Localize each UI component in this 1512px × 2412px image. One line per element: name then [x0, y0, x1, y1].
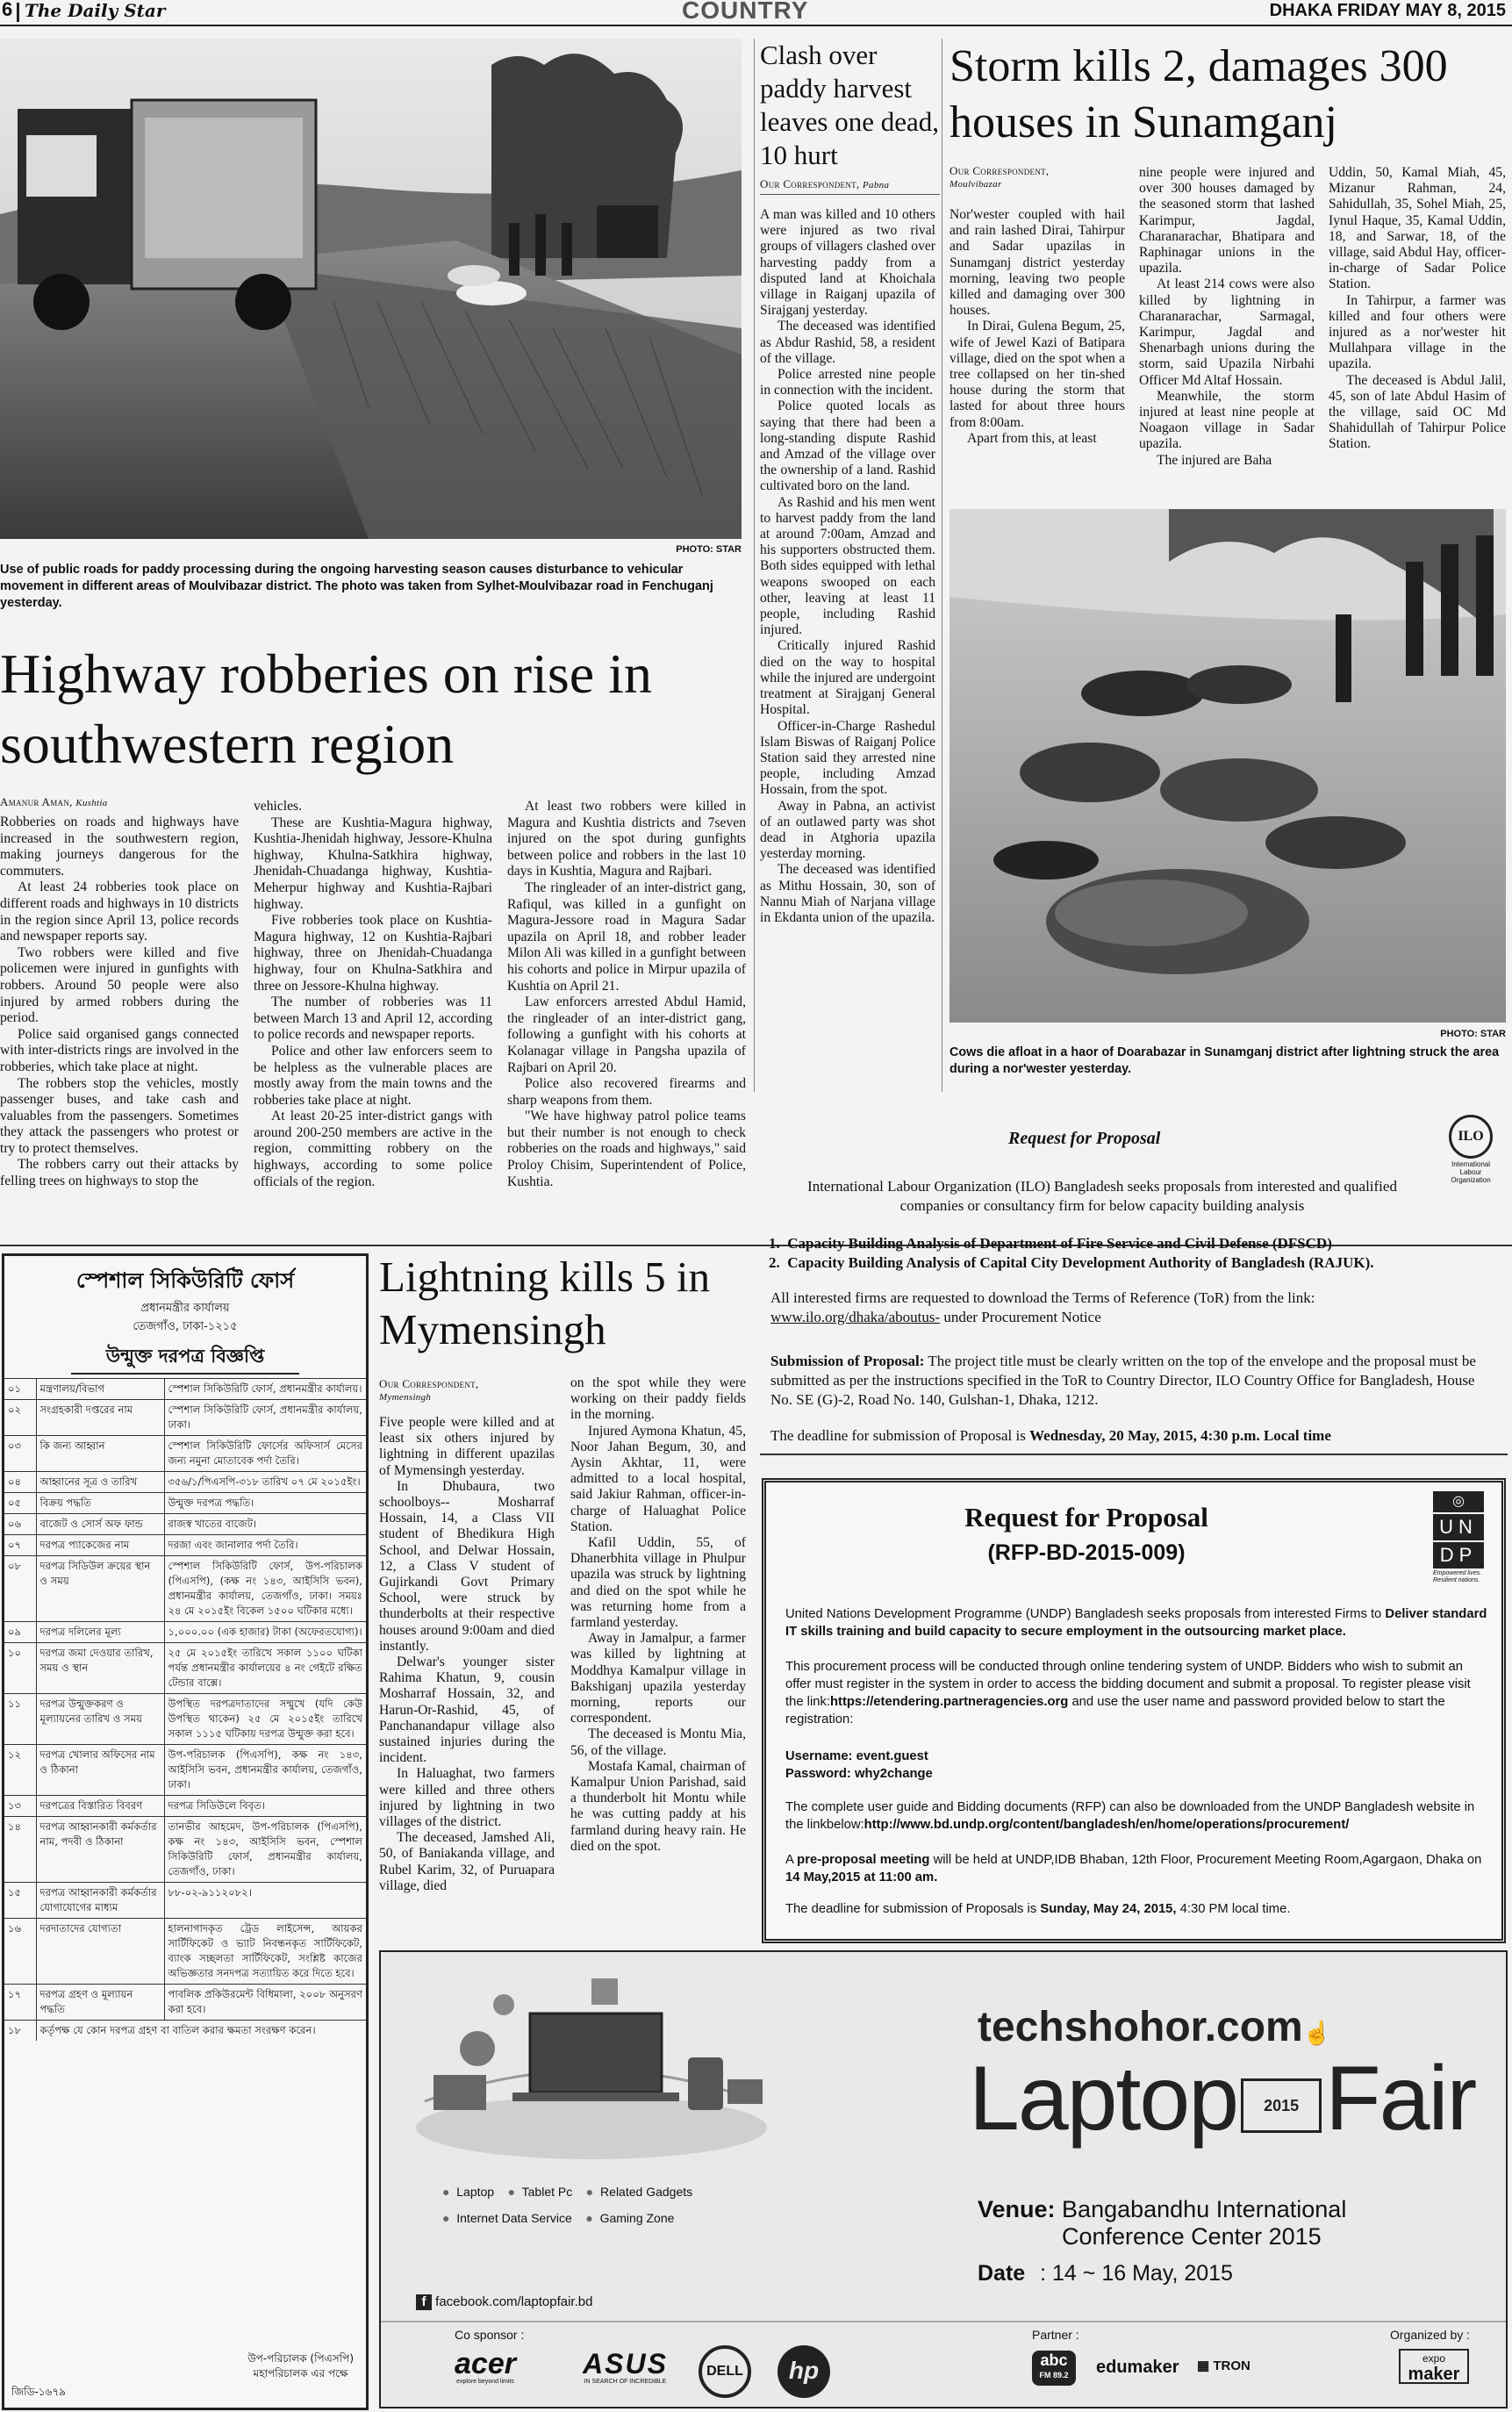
tender-row-number: ১১ — [4, 1694, 36, 1745]
undp-etendering-link[interactable]: https://etendering.partneragencies.org — [830, 1695, 1069, 1709]
clash-para: The deceased was identified as Abdur Rashid, 58, a resident of the village. — [760, 319, 935, 366]
undp-intro-b: Deliver standard IT skills training and build capacity to secure employment in the outsourcing market place. — [785, 1607, 1487, 1639]
highway-byline-place: Kushtia — [75, 798, 108, 808]
clash-byline-place: Pabna — [863, 180, 890, 190]
tender-row-number: ০৫ — [4, 1493, 36, 1514]
tender-row — [4, 1694, 366, 1745]
category-label: Tablet Pc — [521, 2185, 573, 2199]
clash-byline: Our Correspondent, Pabna — [760, 177, 940, 195]
lightning-para: In Haluaghat, two farmers were killed and three others injured by lightning in two villages of the district. — [379, 1766, 555, 1830]
highway-para: The ringleader of an inter-district gang, Rafiqul, was killed in a gunfight on Magura-Jessore road in Magura Sadar upazila on April 18, and robber leader Milon Ali was killed in a gunfight between his cohorts and police in Mirpur upazila of Kushtia on April 21. — [507, 879, 746, 994]
highway-headline: Highway robberies on rise in southwestern region — [0, 642, 652, 775]
tender-row-number: ১৫ — [4, 1883, 36, 1919]
tender-row — [4, 1436, 366, 1472]
tender-title: উন্মুক্ত দরপত্র বিজ্ঞপ্তি — [71, 1342, 299, 1375]
tender-row-number: ০৭ — [4, 1535, 36, 1556]
clash-para: Critically injured Rashid died on the way to hospital while the injured are undergoint treatment at Sirajganj General Hospital. — [760, 638, 935, 718]
ilo-ad — [760, 1104, 1508, 1455]
fair-year: 2015 — [1264, 2096, 1300, 2114]
highway-para: The number of robberies was 11 between March 13 and April 12, according to police records and newspaper reports. — [254, 994, 492, 1043]
ilo-item-text: Capacity Building Analysis of Department of Fire Service and Civil Defense (DFSCD) — [787, 1235, 1332, 1252]
undp-p5 — [785, 1902, 1487, 1916]
undp-username: Username: event.guest — [785, 1749, 928, 1763]
storm-byline-name: Our Correspondent — [949, 164, 1046, 177]
tender-row — [4, 1535, 366, 1556]
clash-para: Police quoted locals as saying that there had been a long-standing dispute Rashid and Amzad of the village over the ownership of a land. Rashid cultivated boro on the land. — [760, 398, 935, 494]
tender-row-value: হালনাগাদকৃত ট্রেড লাইসেন্স, আয়কর সার্টিফিকেট ও ভ্যাট নিবন্ধনকৃত সার্টিফিকেট, ব্যাংক সচ্ছলতা সার্টিফিকেট, সংশ্লিষ্ট কাজের অভিজ্ঞতার সনদপত্র সত্যায়িত করে দিতে হবে। — [168, 1922, 362, 1979]
tender-row — [4, 1643, 366, 1694]
tender-row-number: ০৮ — [4, 1556, 36, 1622]
undp-p4-d: 14 May,2015 at 11:00 am. — [785, 1870, 938, 1884]
storm-col-2 — [1139, 165, 1315, 469]
undp-p2-b: and use the user name and password provided below to start the registration: — [785, 1695, 1445, 1726]
tender-row-number: ১৪ — [4, 1817, 36, 1883]
storm-para: The injured are Baha — [1157, 452, 1272, 468]
ilo-title: Request for Proposal — [1008, 1129, 1161, 1148]
cursor-icon: ☝ — [1302, 2020, 1332, 2046]
tender-row-value: উপস্থিত দরপত্রদাতাদের সম্মুখে (যদি কেউ উপস্থিত থাকেন) ২৫ মে ২০১৫ইং তারিখে সকাল ১১১৫ ঘটিকায় দরপত্র উন্মুক্ত করা হবে। — [168, 1698, 362, 1740]
section-title: COUNTRY — [682, 0, 809, 24]
tender-row-number: ০৯ — [4, 1622, 36, 1643]
tender-org: স্পেশাল সিকিউরিটি ফোর্স — [75, 1268, 295, 1293]
tender-row — [4, 1556, 366, 1622]
tender-table — [4, 1378, 366, 2041]
tender-notice — [2, 1253, 369, 2410]
storm-col-3 — [1329, 165, 1506, 453]
acer-tag: explore beyond limits — [456, 2379, 514, 2385]
undp-ref: (RFP-BD-2015-009) — [987, 1540, 1186, 1565]
lightning-col-1 — [379, 1415, 555, 1894]
top-photo-caption: Use of public roads for paddy processing during the ongoing harvesting season causes disturbance to vehicular movement in different areas of Moulvibazar district. The photo was taken from Sylhet-Moulvibazar road in Fenchuganj yesterday. — [0, 563, 713, 610]
clash-para: Away in Pabna, an activist of an outlawed party was shot dead in Atghoria upazila yesterday morning. — [760, 798, 935, 862]
tender-row-value: ৮৮-০২-৯১১২০৮২। — [168, 1886, 252, 1899]
tender-row-number: ০৬ — [4, 1514, 36, 1535]
storm-para: The deceased is Abdul Jalil, 45, son of late Abdul Hasim of the village, said OC Md Shahidullah of Tahirpur Police Station. — [1329, 372, 1506, 452]
abc-sub: FM 89.2 — [1039, 2371, 1069, 2380]
undp-p5-a: The deadline for submission of Proposals is — [785, 1902, 1041, 1916]
tender-row-label: দরপত্র দলিলের মূল্য — [36, 1622, 164, 1643]
sponsor-strip — [381, 2321, 1506, 2408]
tender-row-label: দরপত্র সিডিউল ক্রয়ের স্থান ও সময় — [36, 1556, 164, 1622]
fair-venue-line2: Conference Center 2015 — [1062, 2223, 1322, 2250]
ilo-item-text: Capacity Building Analysis of Capital City Development Authority of Bangladesh (RAJUK). — [787, 1254, 1374, 1271]
lightning-para: Kafil Uddin, 55, of Dhanerbhita village in Phulpur upazila was struck by lightning and died on the spot while he was returning home from a farmland yesterday. — [570, 1535, 746, 1631]
undp-p5-c: 4:30 PM local time. — [1176, 1902, 1291, 1916]
category-label: Internet Data Service — [456, 2211, 572, 2225]
tender-row-number: ১২ — [4, 1745, 36, 1796]
tender-row-label: দরপত্র আহ্বানকারী কর্মকর্তার যোগাযোগের মাধ্যম — [36, 1883, 164, 1919]
highway-para: Police said organised gangs connected with inter-districts rings are involved in the robberies, which take place at night. — [0, 1026, 239, 1074]
undp-p4-c: will be held at UNDP,IDB Bhaban, 12th Floor, Procurement Meeting Room,Agargaon, Dhaka on — [929, 1853, 1482, 1867]
tender-row-label: সংগ্রহকারী দপ্তরের নাম — [36, 1400, 164, 1436]
undp-p4-a: A — [785, 1853, 798, 1867]
tender-address: তেজগাঁও, ঢাকা-১২১৫ — [133, 1320, 238, 1333]
edumaker-logo: edumaker — [1096, 2358, 1179, 2377]
asus-logo: ASUS — [583, 2348, 668, 2380]
paddy-road-photo — [0, 39, 742, 539]
bullet-icon: ● — [585, 2185, 594, 2199]
cows-haor-illustration — [949, 509, 1506, 1023]
highway-para: Robberies on roads and highways have increased in the southwestern region, making journeys dangerous for the commuters. — [0, 815, 239, 879]
tender-sign-title: উপ-পরিচালক (পিএসপি) — [247, 2352, 354, 2365]
lightning-para: Away in Jamalpur, a farmer was killed by lightning at Moddhya Kamalpur village in Bakshiganj upazila yesterday morning, reports our correspondent. — [570, 1631, 746, 1726]
undp-emblem-icon: ◎ — [1433, 1491, 1484, 1512]
lightning-para: In Dhubaura, two schoolboys-- Mosharraf Hossain, 14, a Class VII student of Bhedikura High School, and Delwar Hossain, 12, a Class V student of Gujirkandi Govt Primary School, were struck by thunderbolts at their respective houses around 9:00am and died instantly. — [379, 1478, 555, 1654]
lightning-headline: Lightning kills 5 in Mymensingh — [379, 1253, 711, 1353]
ilo-tor-text: All interested firms are requested to download the Terms of Reference (ToR) from the link: — [770, 1289, 1315, 1306]
tender-row — [4, 1400, 366, 1436]
dell-logo — [699, 2345, 751, 2398]
highway-para: At least 20-25 inter-district gangs with around 200-250 members are active in the region, committing robbery on the highways, according to some police officials of the region. — [254, 1109, 492, 1189]
highway-para: vehicles. — [254, 799, 302, 814]
clash-para: Officer-in-Charge Rashedul Islam Biswas of Raiganj Police Station said they arrested nine people, including Amzad Hossain, from the spot. — [760, 718, 935, 798]
tender-row-number: ১০ — [4, 1643, 36, 1694]
lightning-para: The deceased, Jamshed Ali, 50, of Baniakanda village, and Rubel Karim, 32, of Puruapara village, died — [379, 1830, 555, 1893]
facebook-icon: f — [416, 2294, 432, 2310]
fair-venue — [978, 2196, 1346, 2250]
storm-para: In Tahirpur, a farmer was killed and four others were injured as a nor'wester hit Mullahpara village in the upazila. — [1329, 292, 1506, 372]
clash-para: Police arrested nine people in connection with the incident. — [760, 367, 935, 398]
tender-row-value: উন্মুক্ত দরপত্র পদ্ধতি। — [168, 1497, 254, 1509]
tender-row-value: রাজস্ব খাতের বাজেট। — [168, 1518, 257, 1530]
tender-row-number: ১৭ — [4, 1985, 36, 2021]
category-item — [586, 2185, 692, 2199]
lightning-col-2 — [570, 1375, 746, 1855]
undp-title: Request for Proposal — [964, 1502, 1208, 1533]
lightning-byline-name: Our Correspondent — [379, 1377, 476, 1390]
fair-date — [978, 2261, 1233, 2286]
highway-col-1 — [0, 815, 239, 1190]
fair-facebook[interactable] — [416, 2294, 592, 2310]
highway-para: These are Kushtia-Magura highway, Kushtia-Jhenidah highway, Jessore-Khulna highway, Khulna-Satkhira highway, Jhenidah-Chuadanga highway, Kushtia-Meherpur highway and Kushtia-Rajbari highway. — [254, 815, 492, 912]
tender-row — [4, 1919, 366, 1985]
tender-row-number: ০৪ — [4, 1472, 36, 1493]
undp-intro — [785, 1605, 1487, 1640]
ilo-submission-text: The project title must be clearly written on the top of the envelope and the proposal must be submitted as per the instructions specified in the ToR to Country Director, ILO Country Office for Bangladesh, House No. SE (G)-2, Road No. 140, Gulshan-1, Dhaka, 1212. — [770, 1353, 1476, 1408]
asus-tag: IN SEARCH OF INCREDIBLE — [584, 2379, 667, 2385]
storm-para: In Dirai, Gulena Begum, 25, wife of Jewel Kazi of Batipara village, died on the spot when a tree collapsed on her tin-shed house during the storm that lasted for about three hours from 8:00am. — [949, 319, 1125, 430]
ilo-tor-link[interactable]: www.ilo.org/dhaka/aboutus- — [770, 1309, 941, 1325]
tender-row-label: মন্ত্রণালয়/বিভাগ — [36, 1379, 164, 1400]
highway-col-3 — [507, 799, 746, 1190]
paddy-road-illustration — [0, 39, 742, 539]
highway-para: "We have highway patrol police teams but their number is not enough to check robberies on the roads and highways," said Proloy Chisim, Superintendent of Police, Kushtia. — [507, 1109, 746, 1189]
tender-row-label: বিক্রয় পদ্ধতি — [36, 1493, 164, 1514]
ilo-deadline-value: Wednesday, 20 May, 2015, 4:30 p.m. Local time — [1029, 1427, 1331, 1444]
fair-categories — [442, 2179, 811, 2231]
lightning-para: Injured Aymona Khatun, 45, Noor Jahan Begum, 30, and Aysin Akhtar, 11, were admitted to a local hospital, said Jakiur Rahman, officer-in-charge of Haluaghat Police Station. — [570, 1423, 746, 1534]
tender-row-value: উপ-পরিচালক (পিএসপি), কক্ষ নং ১৪৩, আইসিসি ভবন, প্রধানমন্ত্রীর কার্যালয়, তেজগাঁও, ঢাকা। — [168, 1748, 362, 1791]
tender-row-label: কর্তৃপক্ষ যে কোন দরপত্র গ্রহণ বা বাতিল করার ক্ষমতা সংরক্ষণ করেন। — [39, 2024, 316, 2036]
partner-label: Partner : — [1032, 2328, 1079, 2342]
lightning-para: Five people were killed and at least six others injured by lightning in different upazilas of Mymensingh yesterday. — [379, 1415, 555, 1478]
tender-row — [4, 1493, 366, 1514]
undp-intro-a: United Nations Development Programme (UNDP) Bangladesh seeks proposals from interested Firms to — [785, 1607, 1386, 1621]
expomaker-a: expo — [1422, 2352, 1446, 2365]
tron-logo — [1197, 2358, 1250, 2373]
clash-byline-name: Our Correspondent — [760, 177, 856, 190]
tender-row-value: ৩৫৬/১/পিএসপি-৩১৮ তারিখ ০৭ মে ২০১৫ইং। — [168, 1475, 361, 1488]
storm-photo-credit: PHOTO: STAR — [1440, 1029, 1506, 1039]
tender-row-value: দরপত্র সিডিউলে বিবৃত। — [168, 1799, 265, 1812]
highway-para: Five robberies took place on Kushtia-Magura highway, 12 on Kushtia-Rajbari highway, three on Jhenidah-Chuadanga highway, four on Khulna-Satkhira and three on Jessore-Khulna highway. — [254, 913, 492, 994]
category-item — [508, 2185, 573, 2199]
fair-title-b: Fair — [1325, 2048, 1476, 2150]
hp-logo — [777, 2345, 830, 2398]
undp-p2 — [785, 1658, 1487, 1728]
tender-row-value: স্পেশাল সিকিউরিটি ফোর্স, প্রধানমন্ত্রীর কার্যালয়। — [168, 1382, 362, 1395]
undp-p5-b: Sunday, May 24, 2015, — [1040, 1902, 1177, 1916]
category-item — [442, 2185, 494, 2199]
tender-row-value: স্পেশাল সিকিউরিটি ফোর্সের অফিসার্স মেসের জন্য নমুনা মোতাবেক পর্দা তৈরি। — [168, 1439, 362, 1467]
lightning-byline-place: Mymensingh — [379, 1392, 432, 1403]
bullet-icon: ● — [507, 2185, 516, 2199]
facebook-link[interactable]: facebook.com/laptopfair.bd — [435, 2294, 593, 2309]
tender-row-label: দরপত্র খোলার অফিসের নাম ও ঠিকানা — [36, 1745, 164, 1796]
ilo-deadline-text: The deadline for submission of Proposal is — [770, 1427, 1030, 1444]
hp-text: hp — [788, 2357, 820, 2384]
tender-row-value: দরজা এবং জানালার পর্দা তৈরি। — [168, 1539, 298, 1551]
clash-para: The deceased was identified as Mithu Hossain, 30, son of Nannu Miah of Narjana village in Ekdanta union of the upazila. — [760, 862, 935, 925]
highway-para: The robbers stop the vehicles, mostly passenger buses, and take cash and valuables from the passengers. Sometimes they attack the passengers who protest or try to protect themselves. — [0, 1075, 239, 1156]
tender-office: প্রধানমন্ত্রীর কার্যালয় — [140, 1302, 230, 1315]
highway-para: At least two robbers were killed in Magura and Kushtia districts and 7seven injured on the spot during gunfights between police and robbers in the last 10 days in Kushtia, Magura and Rajbari. — [507, 799, 746, 879]
tender-row — [4, 1472, 366, 1493]
highway-para: Law enforcers arrested Abdul Hamid, the ringleader of an inter-district gang, following a gunfight with his cohorts at Kolanagar village in Pangsha upazila of Rajbari on April 20. — [507, 994, 746, 1075]
ilo-logo-text: ILO — [1458, 1129, 1484, 1144]
bullet-icon: ● — [442, 2185, 450, 2199]
tender-row — [4, 2021, 366, 2042]
devices-illustration — [398, 1970, 785, 2163]
tender-row-label: দরপত্র উন্মুক্তকরণ ও মূল্যায়নের তারিখ ও সময় — [36, 1694, 164, 1745]
abc-text: abc — [1040, 2351, 1068, 2369]
organized-label: Organized by : — [1390, 2328, 1471, 2342]
storm-para: nine people were injured and over 300 houses damaged by the seasoned storm that lashed Karimpur, Jagdal, Charanarachar, Bhatipara and Raphinagar unions in the upazila. — [1139, 165, 1315, 276]
clash-para: As Rashid and his men went to harvest paddy from the land at around 7:00am, Amzad and his supporters obstructed them. Both sides equipped with lethal weapons swooped on each other, leaving at least 11 people, including Rashid injured. — [760, 494, 935, 638]
page-number: 6 — [2, 0, 13, 20]
undp-logo-tag: Empowered lives. Resilient nations. — [1433, 1570, 1482, 1583]
tender-row-number: ১৮ — [4, 2021, 36, 2042]
highway-para: At least 24 robberies took place on different roads and highways in 10 districts in the region since April 13, police records and newspaper reports say. — [0, 879, 239, 944]
tender-row — [4, 1817, 366, 1883]
undp-p2-a: This procurement process will be conducted through online tendering system of UNDP. Bidders who wish to submit an offer must register in the system in order to access the bidding document and submit a proposal. To register please visit the link: — [785, 1660, 1471, 1709]
tender-row — [4, 1883, 366, 1919]
laptop-badge — [1241, 2078, 1322, 2133]
ilo-deadline — [770, 1427, 1499, 1445]
tender-row-label: আহ্বানের সূত্র ও তারিখ — [36, 1472, 164, 1493]
storm-byline-place: Moulvibazar — [949, 179, 1002, 190]
ilo-item-1: 1. Capacity Building Analysis of Department of Fire Service and Civil Defense (DFSCD) — [769, 1235, 1332, 1252]
fair-date-label: Date — [978, 2261, 1026, 2286]
fair-date-value: : 14 ~ 16 May, 2015 — [1040, 2261, 1233, 2286]
highway-para: Police also recovered firearms and sharp weapons from them. — [507, 1076, 746, 1108]
tron-icon: ▦ — [1197, 2358, 1210, 2373]
tender-row — [4, 1796, 366, 1817]
undp-p4 — [785, 1851, 1487, 1886]
ilo-logo — [1440, 1115, 1501, 1184]
clash-para: A man was killed and 10 others were injured as two rival groups of villagers clashed over harvesting paddy from a disputed land at Khoichala village in Raiganj upazila of Sirajganj yesterday. — [760, 207, 935, 319]
undp-logo-bottom: DP — [1433, 1542, 1484, 1569]
fair-venue-line1: Bangabandhu International — [1062, 2196, 1347, 2222]
storm-para: Meanwhile, the storm injured at least nine people at Noagaon village in Sadar upazila. — [1139, 388, 1315, 452]
lightning-para: Mostafa Kamal, chairman of Kamalpur Union Parishad, said a thunderbolt hit Montu while he was cutting paddy at his farmland during heavy rain. He died on the spot. — [570, 1758, 746, 1854]
clash-headline: Clash over paddy harvest leaves one dead, 10 hurt — [760, 39, 939, 170]
category-item — [442, 2211, 572, 2225]
tender-row-label: দরপত্র আহ্বানকারী কর্মকর্তার নাম, পদবী ও ঠিকানা — [36, 1817, 164, 1883]
ilo-intro: International Labour Organization (ILO) Bangladesh seeks proposals from interested and qualified companies or consultancy firm for below capacity building analysis — [807, 1178, 1397, 1214]
storm-headline: Storm kills 2, damages 300 houses in Sunamganj — [949, 41, 1448, 147]
undp-p3 — [785, 1798, 1487, 1834]
lightning-byline: Our Correspondent, Mymensingh — [379, 1377, 479, 1403]
highway-col-2 — [254, 799, 492, 1190]
tender-row — [4, 1745, 366, 1796]
bullet-icon: ● — [585, 2211, 593, 2225]
tender-row-label: দরপত্র জমা দেওয়ার তারিখ, সময় ও স্থান — [36, 1643, 164, 1694]
tender-row-value: তানভীর আহমেদ, উপ-পরিচালক (পিএসপি), কক্ষ নং ১৪৩, আইসিসি ভবন, স্পেশাল সিকিউরিটি ফোর্স, প্রধানমন্ত্রীর কার্যালয়, তেজগাঁও, ঢাকা। — [168, 1820, 362, 1877]
ilo-logo-emblem — [1449, 1115, 1493, 1159]
ilo-items — [769, 1234, 1497, 1273]
tender-row-label: কি জন্য আহ্বান — [36, 1436, 164, 1472]
abc-logo — [1032, 2351, 1076, 2386]
tender-row-number: ০১ — [4, 1379, 36, 1400]
expomaker-b: maker — [1408, 2365, 1460, 2384]
tender-row-label: দরপত্র গ্রহণ ও মূল্যায়ন পদ্ধতি — [36, 1985, 164, 2021]
tender-row-label: বাজেট ও সোর্স অফ ফান্ড — [36, 1514, 164, 1535]
tender-row-number: ১৩ — [4, 1796, 36, 1817]
storm-para: Apart from this, at least — [967, 430, 1097, 446]
tender-row — [4, 1622, 366, 1643]
category-label: Gaming Zone — [599, 2211, 675, 2225]
tender-row-value: স্পেশাল সিকিউরিটি ফোর্স, প্রধানমন্ত্রীর কার্যালয়, ঢাকা। — [168, 1403, 362, 1431]
clash-body — [760, 207, 935, 926]
dell-text: DELL — [706, 2364, 743, 2379]
tender-signature — [247, 2351, 354, 2381]
undp-logo — [1433, 1491, 1487, 1584]
laptop-fair-ad — [379, 1950, 1508, 2408]
highway-byline: Amanur Aman, Kushtia — [0, 795, 108, 808]
storm-photo-caption: Cows die afloat in a haor of Doarabazar in Sunamganj district after lightning struck the area during a nor'wester yesterday. — [949, 1045, 1500, 1076]
storm-byline: Our Correspondent, Moulvibazar — [949, 164, 1050, 190]
tender-row-value: ১,০০০.০০ (এক হাজার) টাকা (অফেরতযোগ্য)। — [168, 1626, 362, 1638]
dateline: DHAKA FRIDAY MAY 8, 2015 — [1269, 1, 1506, 20]
devices-graphic — [398, 1970, 785, 2163]
highway-byline-name: Amanur Aman — [0, 795, 70, 808]
fair-title — [969, 2048, 1476, 2150]
undp-logo-top: UN — [1433, 1514, 1484, 1540]
tender-row-label: দরপত্র প্যাকেজের নাম — [36, 1535, 164, 1556]
tron-text: TRON — [1213, 2358, 1250, 2373]
fair-site-text: techshohor.com — [978, 2004, 1303, 2050]
fair-venue-label: Venue: — [978, 2196, 1056, 2222]
sponsor-acer — [455, 2349, 516, 2385]
undp-procurement-link[interactable]: http://www.bd.undp.org/content/bangladesh/en/home/operations/procurement/ — [863, 1818, 1350, 1832]
tender-row — [4, 1985, 366, 2021]
tender-row-label: দরপত্রের বিস্তারিত বিবরণ — [36, 1796, 164, 1817]
undp-ad — [762, 1478, 1506, 1943]
tender-row-number: ১৬ — [4, 1919, 36, 1985]
co-sponsor-label: Co sponsor : — [455, 2328, 525, 2342]
column-rule — [754, 39, 755, 1092]
bullet-icon: ● — [442, 2211, 450, 2225]
tender-row — [4, 1379, 366, 1400]
tender-row-value: পাবলিক প্রকিউরমেন্ট বিধিমালা, ২০০৮ অনুসরণ করা হবে। — [168, 1988, 362, 2015]
storm-para: At least 214 cows were also killed by lightning in Charanarachar, Sarmagal, Karimpur, Jagdal and Shenarbagh unions during the storm, said Upazila Nirbahi Officer Md Altaf Hossain. — [1139, 276, 1315, 388]
masthead-divider — [17, 3, 19, 22]
storm-para: Uddin, 50, Kamal Miah, 45, Mizanur Rahman, 24, Sahidullah, 35, Sohel Miah, 25, Iynul Haque, 35, Kamal Uddin, 18, and Sarwar, 18, of the village, said Abdul Hay, officer-in-charge of Sadar Police Station. — [1329, 165, 1506, 292]
undp-password: Password: why2change — [785, 1767, 933, 1781]
ilo-item-2: 2. Capacity Building Analysis of Capital City Development Authority of Bangladesh (RAJUK). — [769, 1254, 1374, 1271]
masthead — [0, 0, 1512, 26]
tender-row-value: স্পেশাল সিকিউরিটি ফোর্স, উপ-পরিচালক (পিএসপি), (কক্ষ নং ১৪৩, আইসিসি ভবন), প্রধানমন্ত্রীর কার্যালয়, তেজগাঁও, ঢাকা। সময়ঃ ২৪ মে ২০১৫ইং বিকেল ১৫০০ ঘটিকার মধ্যে। — [168, 1560, 362, 1617]
highway-para: Police and other law enforcers seem to be helpless as the vulnerable places are mostly away from the main towns and the robberies take place at night. — [254, 1043, 492, 1108]
highway-para: Two robbers were killed and five policemen were injured in gunfights with robbers. Around 50 people were also injured by armed robbers during the period. — [0, 944, 239, 1026]
storm-para: Nor'wester coupled with hail and rain lashed Dirai, Tahirpur and Sadar upazilas in Sunamganj district yesterday morning, leaving two people killed and damaging over 300 houses. — [949, 207, 1125, 319]
category-item — [585, 2211, 674, 2225]
paper-name: The Daily Star — [25, 0, 166, 21]
lightning-para: on the spot while they were working on their paddy fields in the morning. — [570, 1375, 746, 1423]
ilo-submission — [770, 1352, 1499, 1410]
expomaker-logo — [1399, 2349, 1469, 2384]
category-label: Related Gadgets — [600, 2185, 693, 2199]
tender-row-value: ২৫ মে ২০১৫ইং তারিখে সকাল ১১০০ ঘটিকা পর্যন্ত প্রধানমন্ত্রীর কার্যালয়ের ৪ নং গেইটে রক্ষিত টেন্ডার বাক্সে। — [168, 1647, 362, 1689]
cows-haor-photo — [949, 509, 1506, 1023]
tender-row-number: ০৩ — [4, 1436, 36, 1472]
storm-col-1 — [949, 207, 1125, 447]
tender-row — [4, 1514, 366, 1535]
tender-sign-for: মহাপরিচালক এর পক্ষে — [253, 2367, 348, 2380]
undp-p4-b: pre-proposal meeting — [797, 1853, 930, 1867]
highway-para: The robbers carry out their attacks by felling trees on highways to stop the — [0, 1157, 239, 1189]
top-photo-credit: PHOTO: STAR — [676, 544, 742, 555]
ilo-tor — [770, 1289, 1499, 1327]
lightning-para: Delwar's younger sister Rahima Khatun, 9, cousin Mosharraf Hossain, 32, and Harun-Or-Rashid, 45, of Panchanandapur village also sustained injuries during the incident. — [379, 1655, 555, 1766]
category-label: Laptop — [456, 2185, 495, 2199]
tender-row-number: ০২ — [4, 1400, 36, 1436]
sponsor-asus — [583, 2349, 668, 2385]
undp-p3-a: The complete user guide and Bidding documents (RFP) can also be downloaded from the UNDP Bangladesh website in the linkbelow: — [785, 1800, 1475, 1832]
ilo-logo-sub: International Labour Organization — [1451, 1160, 1491, 1184]
fair-site — [978, 2003, 1331, 2051]
acer-logo: acer — [455, 2347, 516, 2380]
tender-row-label: দরদাতাদের যোগ্যতা — [36, 1919, 164, 1985]
ilo-tor-tail: under Procurement Notice — [940, 1309, 1101, 1325]
fair-title-a: Laptop — [969, 2048, 1238, 2150]
ilo-submission-label: Submission of Proposal: — [770, 1353, 925, 1369]
tender-ref: জিডি-১৬৭৯ — [11, 2386, 66, 2398]
lightning-para: The deceased is Montu Mia, 56, of the village. — [570, 1726, 746, 1758]
